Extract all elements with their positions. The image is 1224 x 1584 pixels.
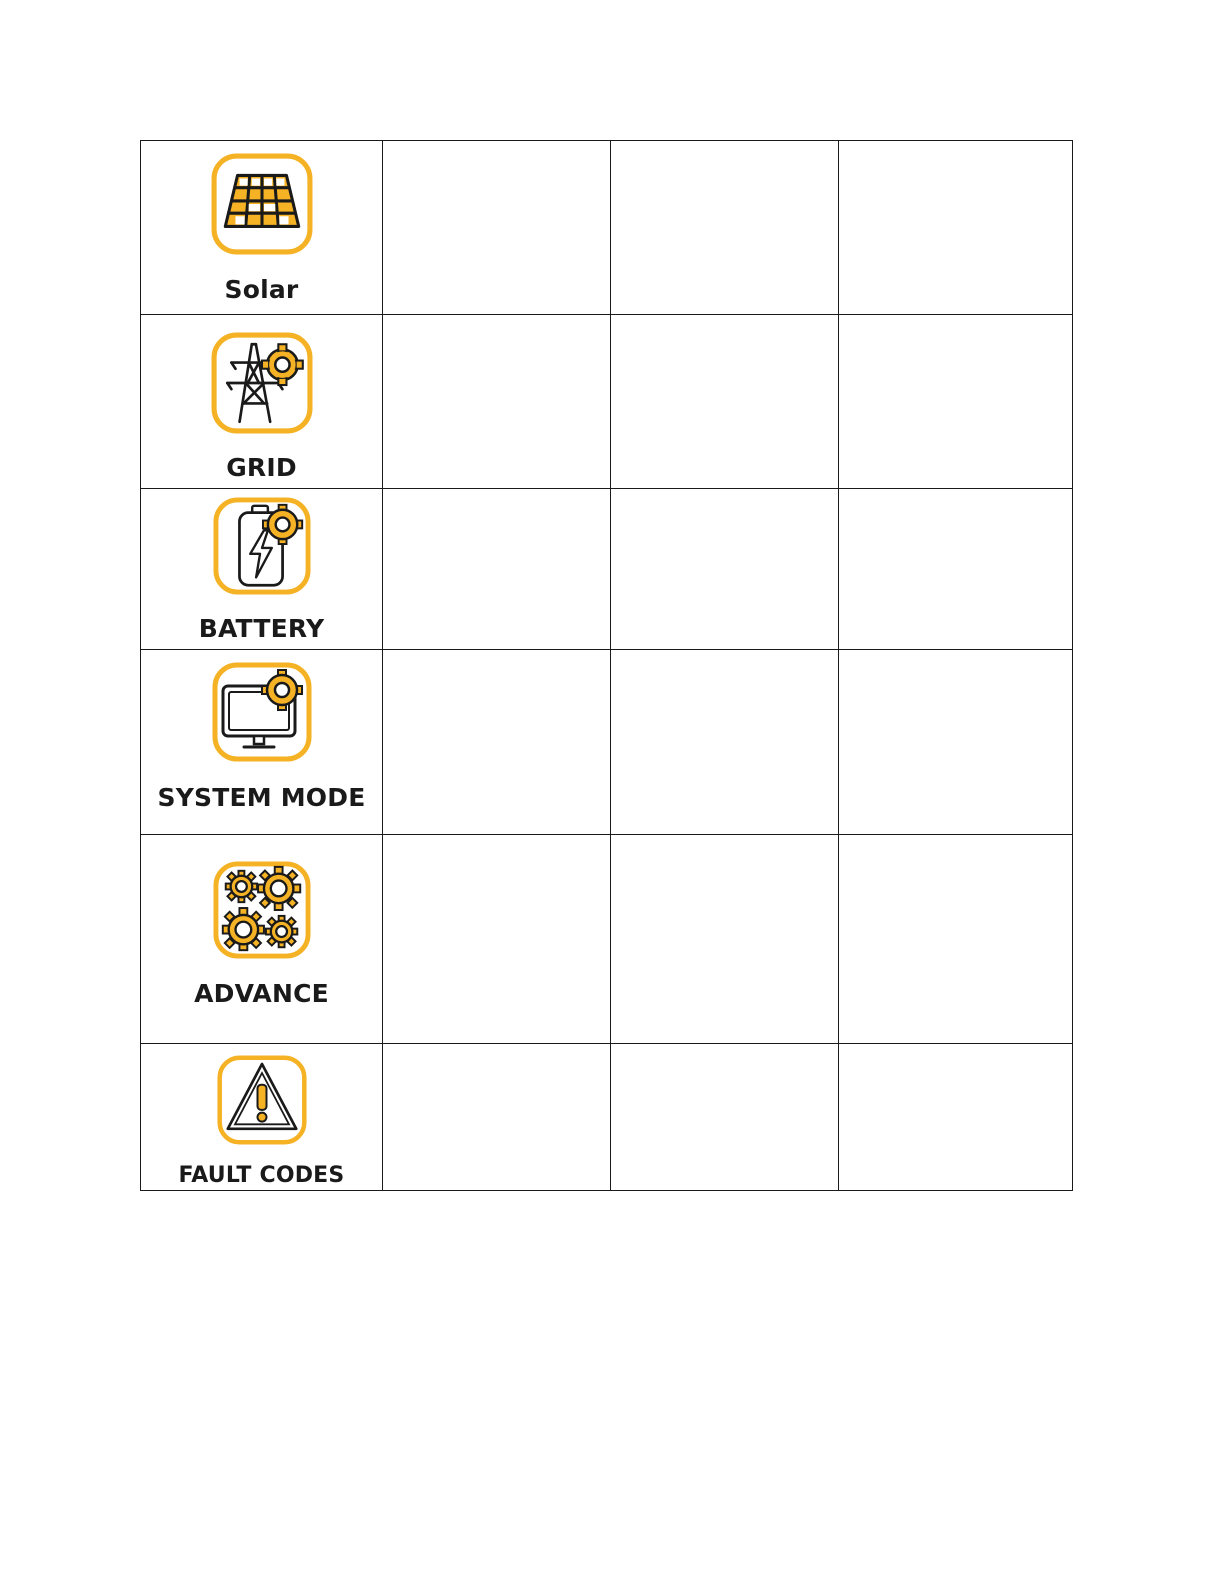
power-tower-gear-icon [141, 332, 382, 434]
table-cell [383, 315, 611, 489]
table-cell [383, 650, 611, 835]
solar-panel-icon [141, 153, 382, 255]
table-cell [383, 141, 611, 315]
table-cell [839, 835, 1073, 1044]
table-row-advance [141, 835, 1073, 1044]
table-cell [611, 835, 839, 1044]
table-cell [611, 315, 839, 489]
table-cell [611, 650, 839, 835]
table-cell [611, 1044, 839, 1191]
row-header-battery[interactable] [141, 489, 383, 650]
table-cell [611, 489, 839, 650]
warning-triangle-icon [141, 1055, 382, 1145]
row-header-fault-codes[interactable] [141, 1044, 383, 1191]
battery-gear-icon [141, 497, 382, 595]
row-label-grid: GRID [226, 453, 297, 482]
table-cell [383, 1044, 611, 1191]
row-label-fault-codes: FAULT CODES [178, 1163, 345, 1188]
monitor-gear-icon [141, 662, 382, 762]
table-cell [839, 1044, 1073, 1191]
row-label-system-mode: SYSTEM MODE [157, 783, 366, 812]
row-header-grid[interactable] [141, 315, 383, 489]
row-header-system-mode[interactable] [141, 650, 383, 835]
table-cell [383, 489, 611, 650]
table-cell [839, 141, 1073, 315]
table-cell [839, 489, 1073, 650]
row-label-battery: BATTERY [198, 614, 325, 643]
table-cell [839, 650, 1073, 835]
row-header-advance[interactable] [141, 835, 383, 1044]
row-label-advance: ADVANCE [194, 979, 329, 1008]
table-cell [611, 141, 839, 315]
table-row-fault-codes [141, 1044, 1073, 1191]
table-row-battery [141, 489, 1073, 650]
table-cell [383, 835, 611, 1044]
gears-icon [141, 861, 382, 959]
row-label-solar: Solar [224, 275, 299, 304]
row-header-solar[interactable] [141, 141, 383, 315]
table-row-solar [141, 141, 1073, 315]
table-cell [839, 315, 1073, 489]
table-row-system-mode [141, 650, 1073, 835]
table-row-grid [141, 315, 1073, 489]
settings-table [140, 140, 1073, 1191]
